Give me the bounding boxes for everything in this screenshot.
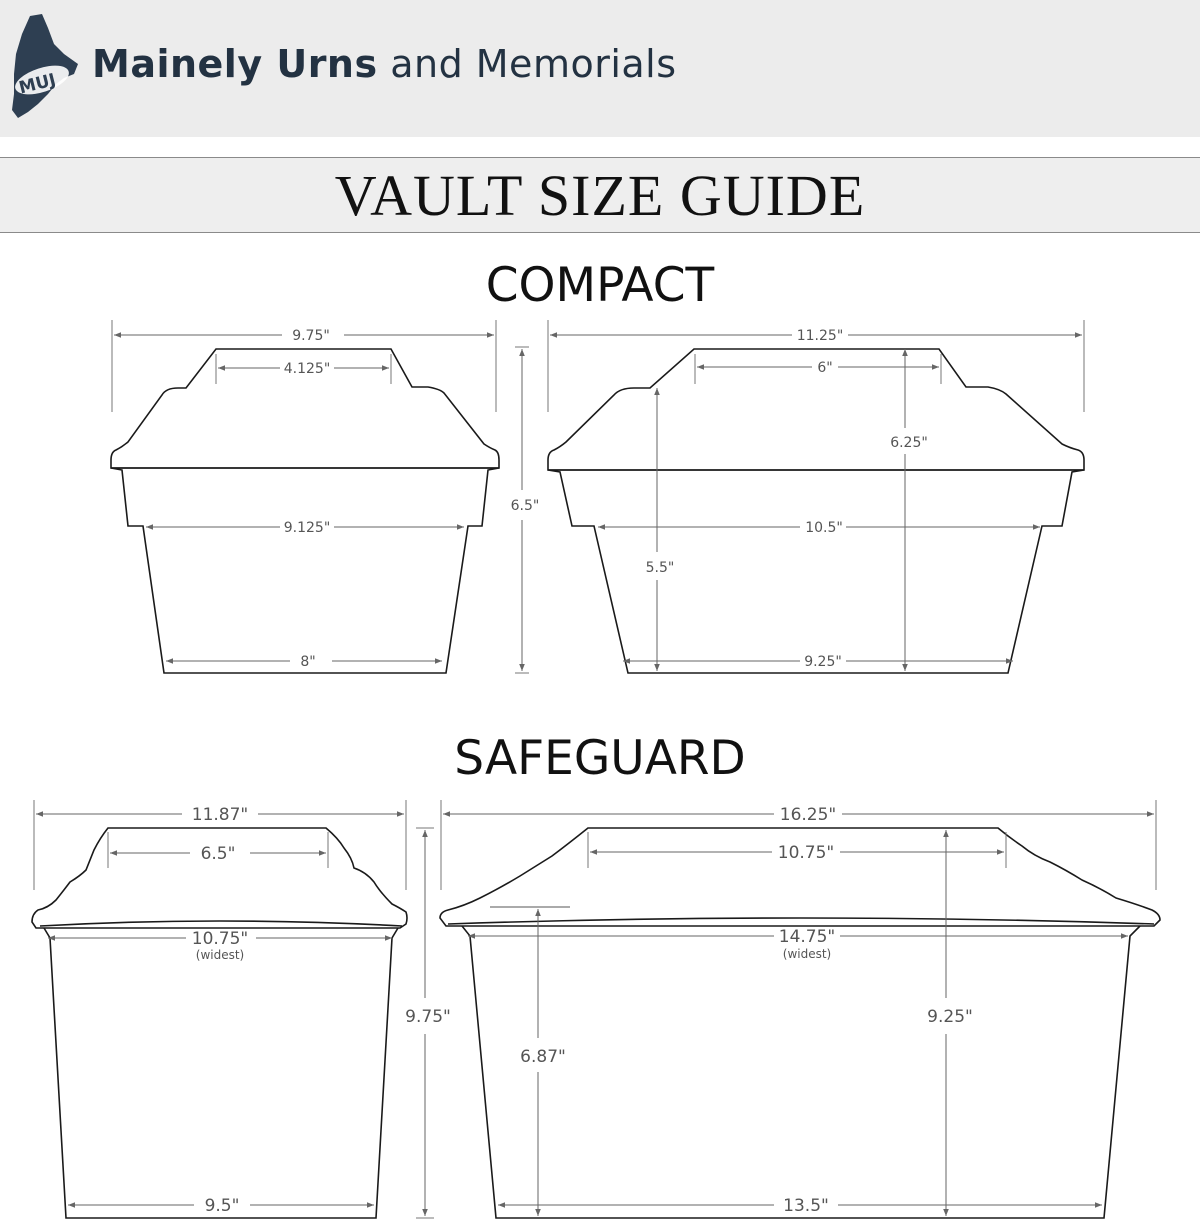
safeguard-front-base-label: 9.5" xyxy=(204,1196,240,1216)
safeguard-front-width-label: 11.87" xyxy=(191,805,249,825)
safeguard-side-inner-height-label: 9.25" xyxy=(927,1007,973,1027)
safeguard-side-width-label: 16.25" xyxy=(779,805,837,825)
safeguard-side-body-height-label: 6.87" xyxy=(520,1047,566,1067)
compact-height-label: 6.5" xyxy=(510,498,540,514)
safeguard-front-rim-label: 10.75" xyxy=(191,929,249,949)
safeguard-side-base-label: 13.5" xyxy=(783,1196,829,1216)
compact-side-lid-label: 6" xyxy=(817,360,833,376)
compact-side-rim-label: 10.5" xyxy=(805,520,843,536)
page-title: VAULT SIZE GUIDE xyxy=(334,163,866,228)
safeguard-side-rim-curve xyxy=(448,918,1154,924)
compact-side-dimensions xyxy=(550,328,1082,671)
safeguard-front-lid-outline xyxy=(32,828,407,928)
compact-front-body-outline xyxy=(111,468,499,673)
compact-height-dimension xyxy=(511,347,540,673)
safeguard-side-rim-label: 14.75" xyxy=(778,927,836,947)
safeguard-side-rim-note: (widest) xyxy=(782,947,832,961)
compact-front-rim-label: 9.125" xyxy=(283,520,331,536)
compact-side-vault xyxy=(548,320,1084,673)
safeguard-side-lid-label: 10.75" xyxy=(777,843,835,863)
compact-front-width-label: 9.75" xyxy=(292,328,330,344)
safeguard-front-rim-note: (widest) xyxy=(195,948,245,962)
safeguard-height-dimension xyxy=(405,828,451,1218)
compact-front-dimensions xyxy=(114,328,494,670)
brand-name-strong: Mainely Urns xyxy=(92,42,378,86)
logo-letters: MUJ xyxy=(17,70,58,99)
safeguard-front-dimensions xyxy=(36,805,404,1216)
compact-side-body-outline xyxy=(548,470,1084,673)
safeguard-front-body-outline xyxy=(44,928,398,1218)
safeguard-side-body-outline xyxy=(462,926,1140,1218)
safeguard-side-dimensions xyxy=(443,805,1154,1216)
compact-side-width-label: 11.25" xyxy=(796,328,844,344)
safeguard-height-label: 9.75" xyxy=(405,1007,451,1027)
safeguard-heading: SAFEGUARD xyxy=(454,731,746,786)
compact-side-body-height-label: 5.5" xyxy=(645,560,675,576)
compact-front-base-label: 8" xyxy=(300,654,316,670)
compact-front-lid-label: 4.125" xyxy=(283,361,331,377)
compact-heading: COMPACT xyxy=(485,258,715,313)
safeguard-front-lid-label: 6.5" xyxy=(200,844,236,864)
compact-side-base-label: 9.25" xyxy=(804,654,842,670)
safeguard-front-rim-curve xyxy=(40,921,402,926)
compact-side-inner-height-label: 6.25" xyxy=(890,435,928,451)
compact-side-lid-outline xyxy=(548,349,1084,470)
brand-name-rest: and Memorials xyxy=(390,42,677,86)
